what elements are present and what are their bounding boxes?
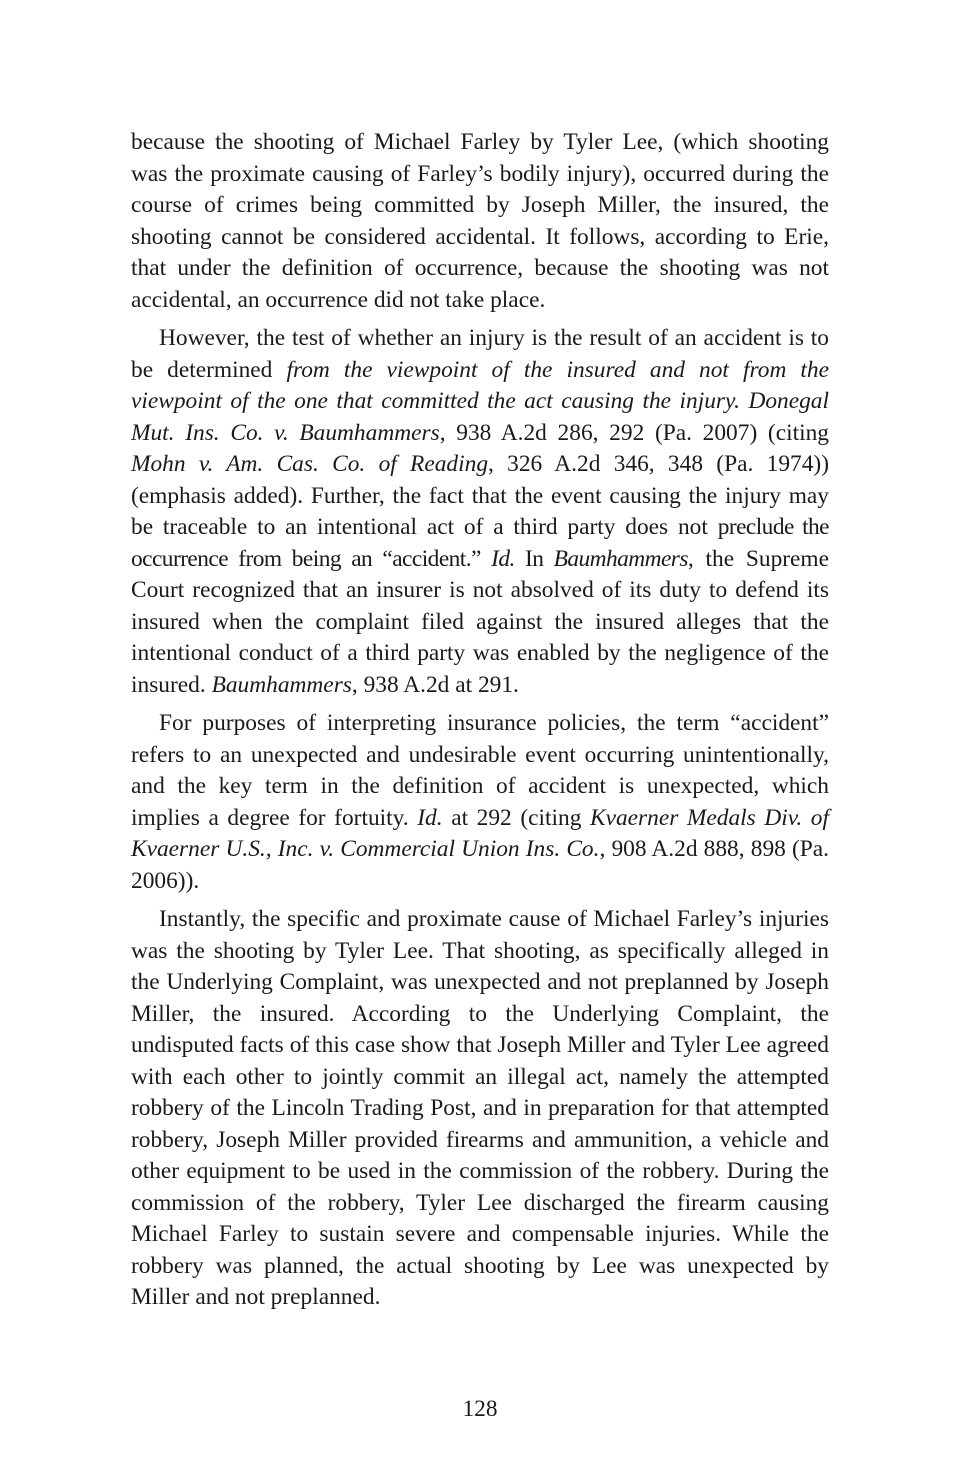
text-run: , 938 A.2d 286, 292 (Pa. 2007) (citing bbox=[439, 419, 829, 446]
page-number: 128 bbox=[462, 1396, 498, 1422]
text-run: , the Supreme Court recognized that an insurer is not absolved of its duty to defend its insured when the complaint filed against the insured alleges that the intentional conduct of a third party was enabled by the negligence of the insured. bbox=[131, 545, 830, 698]
paragraph-4: Instantly, the specific and proximate cause of Michael Farley’s injuries was the shooting by Tyler Lee. That shooting, as specifically alleged in the Underlying Complaint, was unexpected and not preplanned by Joseph Miller, the insured. According to the Underlying Complaint, the undisputed facts of this case show that Joseph Miller and Tyler Lee agreed with each other to jointly commit an illegal act, namely the attempted robbery of the Lincoln Trading Post, and in preparation for that attempted robbery, Joseph Miller provided firearms and ammunition, a vehicle and other equipment to be used in the commission of the robbery. During the commission of the robbery, Tyler Lee discharged the firearm causing Michael Farley to sustain severe and compensable injuries. While the robbery was planned, the actual shooting by Lee was unexpected by Miller and not preplanned. bbox=[131, 906, 829, 1310]
case-citation: Donegal Mut. Ins. Co. v. Baumhammers bbox=[131, 388, 829, 446]
case-citation: Mohn v. Am. Cas. Co. of Reading bbox=[131, 451, 489, 477]
id-citation: Id. bbox=[417, 804, 443, 831]
italic-emphasis: from the viewpoint of the insured and not from the viewpoint of the one that committed the act causing the injury. bbox=[131, 356, 829, 414]
text-run: , 326 A.2d 346, 348 (Pa. 1974)) (emphasis added). Further, the fact that the event causing the injury may be traceable to an intentional act of a third party does not bbox=[131, 451, 829, 540]
paragraph-3 bbox=[131, 708, 829, 897]
text-run: However, the test of whether an injury is the result of an accident is to be determined bbox=[131, 325, 829, 383]
text-run: at 292 (citing bbox=[442, 804, 590, 831]
text-run-condensed: In bbox=[514, 545, 554, 572]
id-citation: Id. bbox=[491, 545, 515, 572]
text-run: , 908 A.2d 888, 898 (Pa. 2006)). bbox=[131, 836, 829, 894]
text-run: , 938 A.2d at 291. bbox=[351, 671, 519, 698]
case-citation: Baumhammers bbox=[553, 545, 688, 572]
case-citation: Kvaerner Medals Div. of Kvaerner U.S., Inc. v. Commercial Union Ins. Co. bbox=[131, 804, 829, 862]
text-run: For purposes of interpreting insurance policies, the term “accident” refers to an unexpected and undesirable event occurring unintentionally, and the key term in the definition of accident is unexpected, which implies a degree for fortuity. bbox=[131, 710, 829, 831]
document-page bbox=[131, 127, 829, 1314]
paragraph-1: because the shooting of Michael Farley by Tyler Lee, (which shooting was the proximate causing of Farley’s bodily injury), occurred during the course of crimes being committed by Joseph Miller, the insured, the shooting cannot be considered accidental. It follows, according to Erie, that under the definition of occurrence, because the shooting was not accidental, an occurrence did not take place. bbox=[131, 129, 829, 313]
case-citation: Baumhammers bbox=[211, 671, 352, 698]
paragraph-2 bbox=[131, 323, 829, 701]
text-run-condensed: preclude the occurrence from being an “accident.” bbox=[131, 514, 829, 572]
